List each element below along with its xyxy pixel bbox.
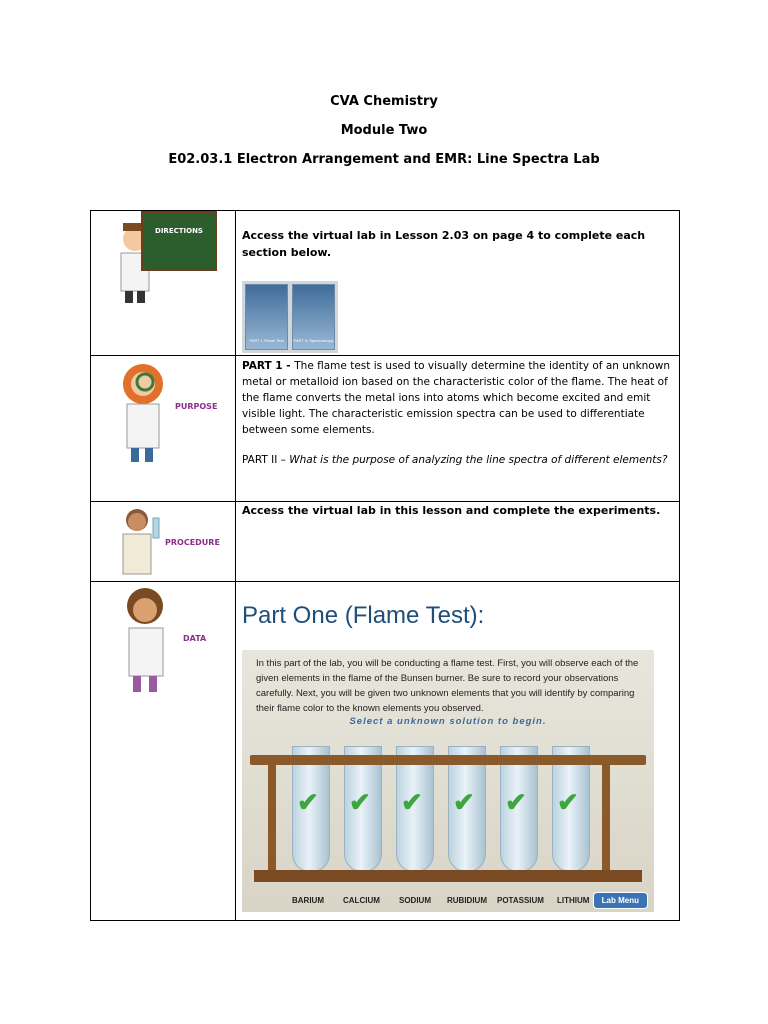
select-prompt: Select a unknown solution to begin. [349,716,547,727]
rack-post-right [602,762,610,874]
data-illustration-cell [91,582,236,921]
lab-menu-button[interactable]: Lab Menu [593,892,648,909]
lab-table [90,210,680,921]
element-name: LITHIUM [557,896,590,905]
scientist-procedure-icon [111,504,167,580]
part2-prefix: PART II – [242,454,290,466]
part2-thumb-label: PART II: Spectroscopy [293,338,334,343]
element-name: CALCIUM [343,896,380,905]
rack-base [254,870,642,882]
data-label: DATA [183,634,207,643]
directions-text-cell [236,211,680,356]
flame-test-lab-screenshot [242,650,654,912]
scientist-data-icon [113,584,183,696]
procedure-illustration-cell [91,502,236,582]
part1-prefix: PART 1 - [242,360,295,372]
directions-illustration-cell [91,211,236,356]
part-one-title: Part One (Flame Test): [242,602,485,629]
procedure-text: Access the virtual lab in this lesson and complete the experiments. [242,504,661,517]
lab-title: E02.03.1 Electron Arrangement and EMR: Line Spectra Lab [168,152,600,167]
element-name: POTASSIUM [497,896,544,905]
rack-post-left [268,762,276,874]
module-title: Module Two [340,123,428,138]
element-name: RUBIDIUM [447,896,487,905]
purpose-text-cell [236,356,680,502]
chalkboard-icon [141,211,217,271]
data-content-cell [236,582,680,921]
lab-thumbnails [242,281,338,353]
procedure-label: PROCEDURE [165,538,220,547]
element-name: BARIUM [292,896,324,905]
part1-text: The flame test is used to visually determine the identity of an unknown metal or metalloid ion based on the characteristic color of the flame. The heat of the flame converts the metal ions into atoms which become excited and emit visible light. The characteristic emission spectra can be used to differentiate between some elements. [242,360,670,436]
part2-thumbnail[interactable] [292,284,335,350]
part1-description [242,358,672,438]
part2-question-text: What is the purpose of analyzing the line spectra of different elements? [289,454,668,466]
element-name: SODIUM [399,896,431,905]
check-icon: ✔ [401,787,423,817]
part1-thumb-label: PART I: Flame Test [249,338,284,343]
scientist-purpose-icon [111,358,181,466]
check-icon: ✔ [557,787,579,817]
check-icon: ✔ [505,787,527,817]
rack-top-bar [250,755,646,765]
course-title: CVA Chemistry [330,94,438,109]
lab-intro-text: In this part of the lab, you will be conducting a flame test. First, you will observe each of the given elements in the flame of the Bunsen burner. Be sure to record your observations carefully. Next, you will be given two unknown elements that you will identify by comparing their flame color to the known elements you observed. [256,658,639,714]
part2-question [242,452,672,468]
check-icon: ✔ [453,787,475,817]
check-icon: ✔ [297,787,319,817]
purpose-illustration-cell [91,356,236,502]
directions-label: DIRECTIONS [155,227,203,235]
purpose-label: PURPOSE [175,402,218,411]
directions-text: Access the virtual lab in Lesson 2.03 on page 4 to complete each section below. [242,229,646,259]
part1-thumbnail[interactable] [245,284,288,350]
check-icon: ✔ [349,787,371,817]
procedure-text-cell [236,502,680,582]
